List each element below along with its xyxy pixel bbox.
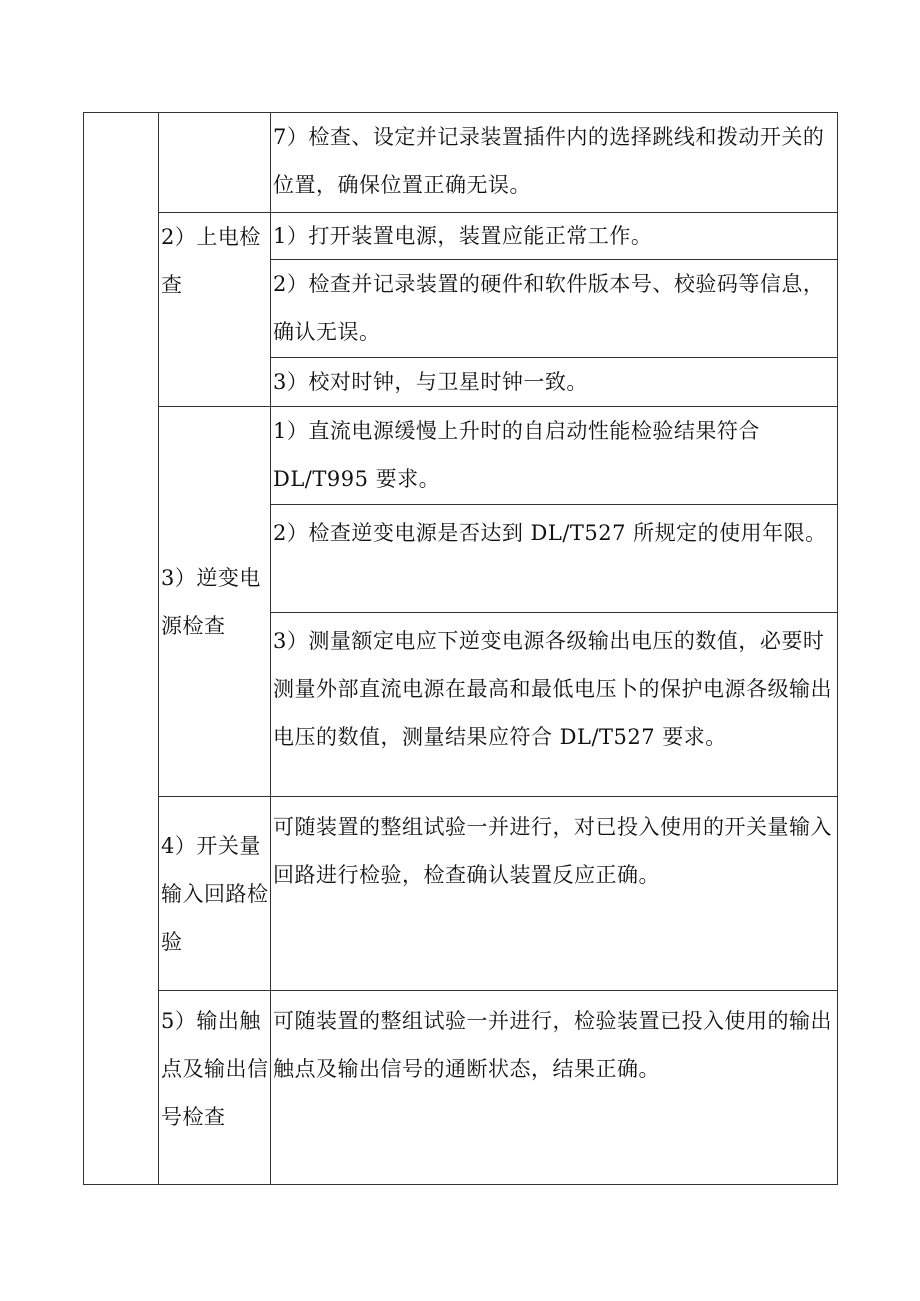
item-cell — [271, 113, 838, 213]
item-text: 1）打开装置电源，装置应能正常工作。 — [273, 224, 653, 248]
item-cell — [271, 797, 838, 991]
item-text: 可随装置的整组试验一并进行，对已投入使用的开关量输入回路进行检验，检查确认装置反应正确。 — [273, 815, 832, 887]
item-cell — [271, 213, 838, 260]
section-cell — [159, 113, 271, 213]
section-label: 4）开关量输入回路检验 — [161, 833, 269, 954]
table-row — [84, 797, 838, 991]
section-cell — [159, 797, 271, 991]
item-text: 3）测量额定电应下逆变电源各级输出电压的数值，必要时测量外部直流电源在最高和最低电压卜的保护电源各级输出电压的数值，测量结果应符合 DL/T527 要求。 — [273, 629, 832, 749]
table-row — [84, 991, 838, 1185]
item-cell — [271, 358, 838, 407]
category-cell — [84, 113, 159, 1185]
inspection-table — [83, 112, 838, 1185]
table-row — [84, 113, 838, 213]
section-label: 2）上电检查 — [161, 225, 261, 297]
section-cell — [159, 991, 271, 1185]
item-cell — [271, 991, 838, 1185]
table-row — [84, 213, 838, 260]
item-text: 可随装置的整组试验一并进行，检验装置已投入使用的输出触点及输出信号的通断状态，结果正确。 — [273, 1009, 832, 1081]
item-cell — [271, 505, 838, 613]
item-text: 2）检查并记录装置的硬件和软件版本号、校验码等信息，确认无误。 — [273, 272, 825, 344]
item-text: 2）检查逆变电源是否达到 DL/T527 所规定的使用年限。 — [273, 521, 827, 545]
section-label: 5）输出触点及输出信号检查 — [161, 1009, 269, 1129]
item-cell — [271, 260, 838, 358]
section-cell — [159, 407, 271, 797]
item-text: 7）检查、设定并记录装置插件内的选择跳线和拨动开关的位置，确保位置正确无误。 — [273, 125, 825, 197]
item-cell — [271, 407, 838, 505]
section-label: 3）逆变电源检查 — [161, 565, 261, 638]
table-row — [84, 407, 838, 505]
section-cell — [159, 213, 271, 407]
item-text: 1）直流电源缓慢上升时的自启动性能检验结果符合DL/T995 要求。 — [273, 419, 760, 491]
item-text: 3）校对时钟，与卫星时钟一致。 — [273, 370, 588, 394]
item-cell — [271, 613, 838, 797]
